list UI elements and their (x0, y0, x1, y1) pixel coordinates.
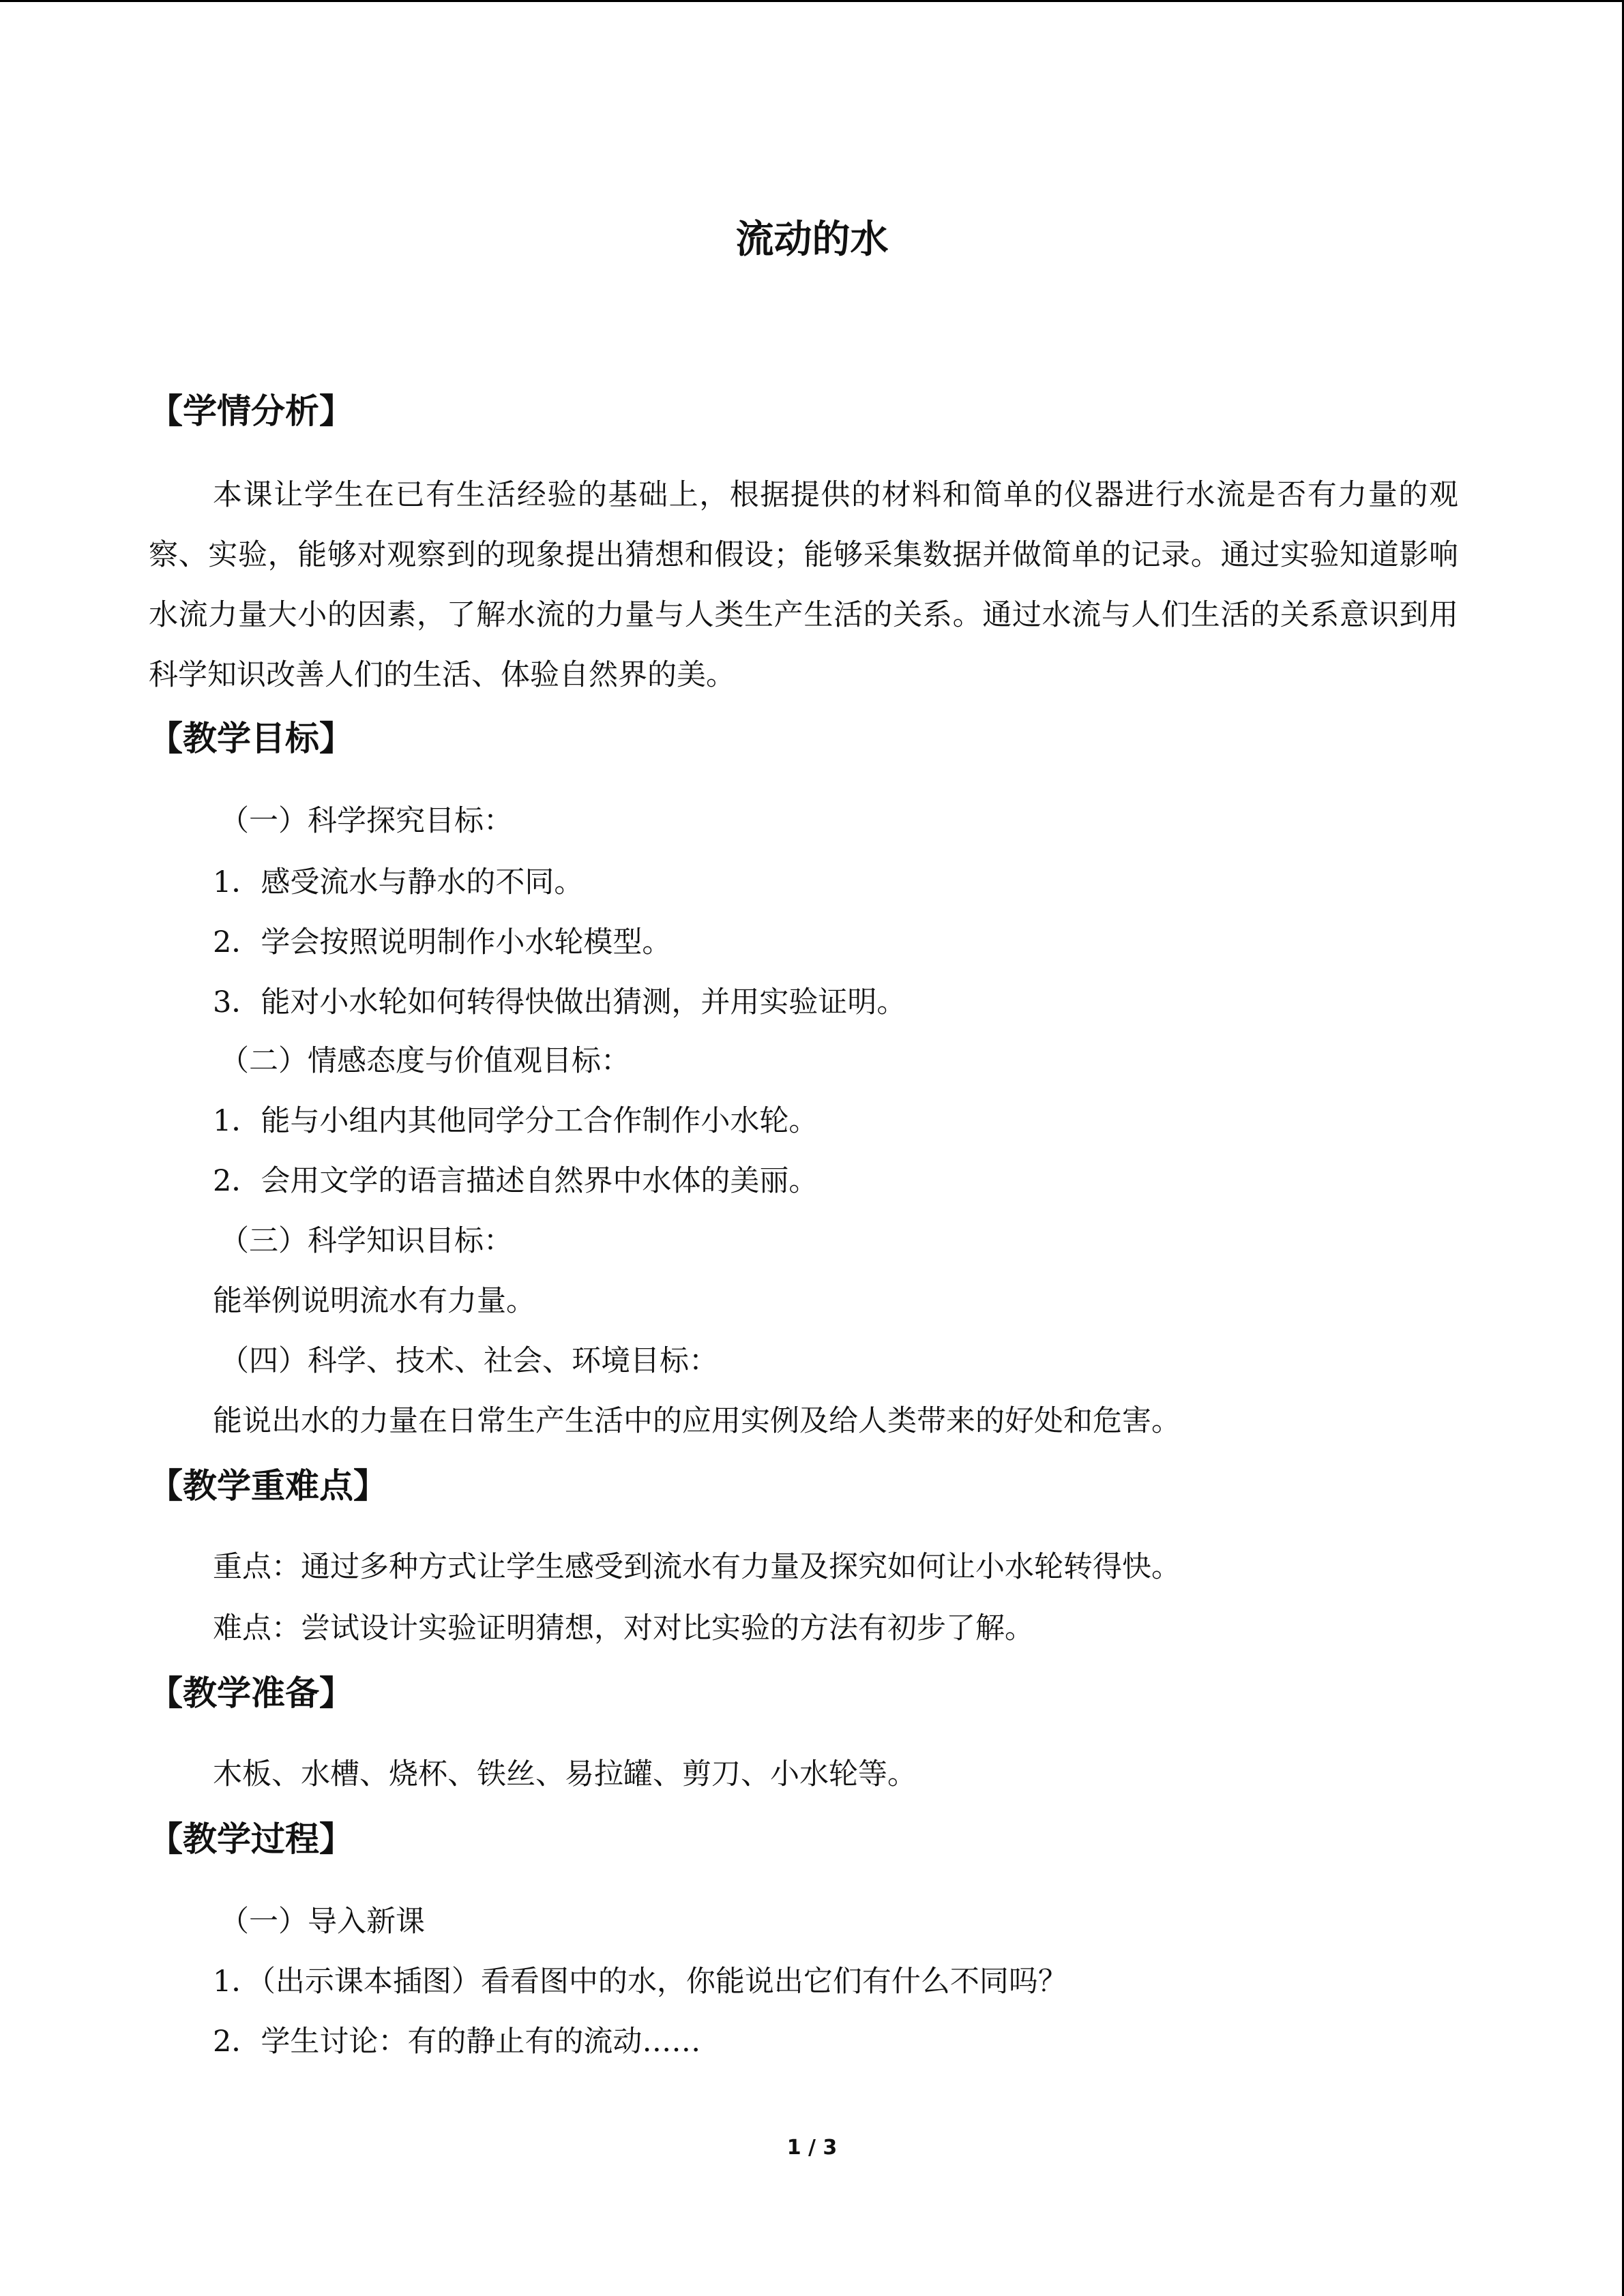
process-line: 1．（出示课本插图）看看图中的水，你能说出它们有什么不同吗？ (213, 1965, 1067, 1999)
process-line: （一）导入新课 (220, 1905, 425, 1939)
heading-goals: 【教学目标】 (149, 719, 353, 758)
heading-preparation: 【教学准备】 (149, 1673, 353, 1713)
goals-line: 2．学会按照说明制作小水轮模型。 (213, 925, 672, 959)
key-point-line: 难点：尝试设计实验证明猜想，对对比实验的方法有初步了解。 (213, 1611, 1034, 1645)
page-number: 1 / 3 (786, 2136, 838, 2160)
goals-line: 能说出水的力量在日常生产生活中的应用实例及给人类带来的好处和危害。 (213, 1404, 1181, 1438)
analysis-paragraph: 本课让学生在已有生活经验的基础上，根据提供的材料和简单的仪器进行水流是否有力量的观察、实验，能够对观察到的现象提出猜想和假设；能够采集数据并做简单的记录。通过实验知道影响水流力量大小的因素，了解水流的力量与人类生产生活的关系。通过水流与人们生活的关系意识到用科学知识改善人们的生活、体验自然界的美。 (149, 478, 1458, 692)
goals-line: （三）科学知识目标： (220, 1224, 513, 1258)
goals-line: 3．能对小水轮如何转得快做出猜测，并用实验证明。 (213, 985, 906, 1019)
preparation-line: 木板、水槽、烧杯、铁丝、易拉罐、剪刀、小水轮等。 (213, 1757, 917, 1791)
goals-line: 2．会用文学的语言描述自然界中水体的美丽。 (213, 1164, 818, 1198)
goals-line: （四）科学、技术、社会、环境目标： (220, 1344, 718, 1378)
goals-line: 能举例说明流水有力量。 (213, 1284, 535, 1318)
heading-key-points: 【教学重难点】 (149, 1466, 387, 1506)
heading-process: 【教学过程】 (149, 1819, 353, 1859)
process-line: 2．学生讨论：有的静止有的流动…… (213, 2025, 701, 2059)
page-border-top (0, 0, 1624, 2)
heading-analysis: 【学情分析】 (149, 391, 353, 431)
goals-line: （一）科学探究目标： (220, 804, 513, 838)
document-title: 流动的水 (735, 218, 889, 262)
key-point-line: 重点：通过多种方式让学生感受到流水有力量及探究如何让小水轮转得快。 (213, 1550, 1181, 1584)
goals-line: 1．能与小组内其他同学分工合作制作小水轮。 (213, 1104, 818, 1138)
goals-line: 1．感受流水与静水的不同。 (213, 865, 584, 899)
goals-line: （二）情感态度与价值观目标： (220, 1044, 630, 1078)
